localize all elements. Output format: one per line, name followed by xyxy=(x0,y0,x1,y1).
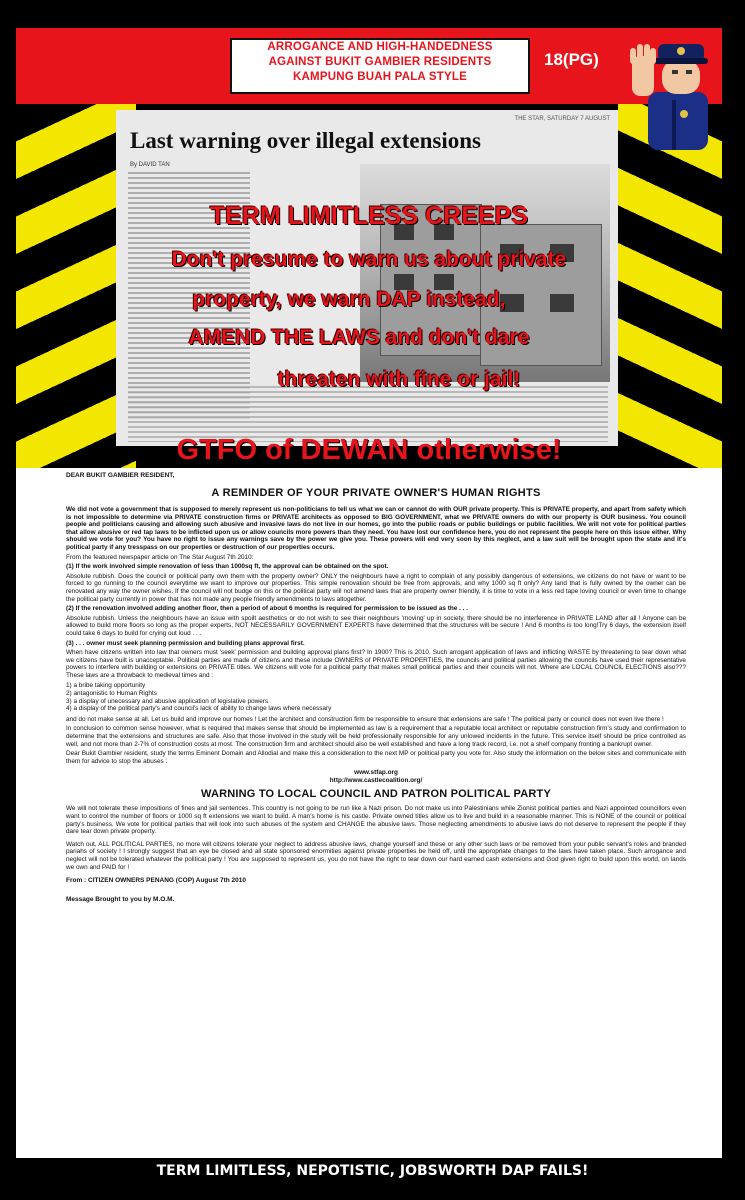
medieval-list xyxy=(66,682,686,712)
from-line: From : CITIZEN OWNERS PENANG (COP) August 7th 2010 xyxy=(66,877,246,885)
list-item: 1) a bribe taking opportunity xyxy=(66,682,146,690)
banner-line-2: AGAINST BUKIT GAMBIER RESIDENTS xyxy=(268,56,492,68)
hazard-stripes-right xyxy=(618,104,722,468)
gtfo-headline: GTFO of DEWAN otherwise! xyxy=(176,434,562,466)
question-2: (2) If the renovation involved adding another floor, then a period of about 6 months is required for permission to be issued as the . . . xyxy=(66,605,468,613)
warning-paragraph-2: Watch out, ALL POLITICAL PARTIES, no more will citizens tolerate your neglect to address abusive laws, change yourself and these or any other such laws or be removed from your public servant's roles and branded pariahs of society ! I strongly suggest that an eye be closed and all state sponsored enormities against private properties be held off, until the appropriate changes to the laws have taken place. Such arrogance and neglect will not be tolerated whatever the political party ! You are supposed to represent us, you do not have the right to tear down our hard earned cash extensions and God given right to build upon this world, on lands we own and PAID for ! xyxy=(66,840,686,871)
question-1: (1) If the work involved simple renovation of less than 1000sq ft, the approval can be obtained on the spot. xyxy=(66,563,389,571)
overlay-title: TERM LIMITLESS CREEPS xyxy=(209,202,529,230)
police-officer-icon xyxy=(628,30,718,150)
banner-line-1: ARROGANCE AND HIGH-HANDEDNESS xyxy=(267,41,493,53)
conclusion-paragraph: In conclusion to common sense however, what is required that makes sense that should be implemented as law is a requirement that a reputable local architect or reputable construction firm's study and confirmation to determine that the extensions and structures are safe. Also that those involved in the study will be held professionally responsible for any unlowed incidents in the future. This service itself should be price controlled as well, and not more than 2-7% of construction costs at most. The construction firm and architect should also be well established and have a long track record, i.e. not a shelf company fronting a bankrupt owner. xyxy=(66,725,686,748)
clipping-meta: THE STAR, SATURDAY 7 AUGUST xyxy=(514,116,610,122)
overlay-line-3: AMEND THE LAWS and don't dare xyxy=(188,326,530,349)
after-list-paragraph: and do not make sense at all. Let us build and improve our homes ! Let the architect and construction firm be responsible to ensure that extensions are safe ! The political party or council does not even live there ! xyxy=(66,715,664,723)
list-item: 4) a display of the political party's and council's lack of ability to change laws where necessary xyxy=(66,705,332,713)
hazard-stripe-area xyxy=(16,104,722,468)
footer-caption: TERM LIMITLESS, NEPOTISTIC, JOBSWORTH DAP FAILS! xyxy=(156,1163,589,1179)
message-credit: Message Brought to you by M.O.M. xyxy=(66,896,175,904)
overlay-line-1: Don't presume to warn us about private xyxy=(171,248,567,271)
source-line: From the featured newspaper article on The Star August 7th 2010: xyxy=(66,553,254,561)
reference-link[interactable]: www.stfap.org xyxy=(354,769,398,777)
banner-line-3: KAMPUNG BUAH PALA STYLE xyxy=(293,71,467,83)
intro-paragraph: We did not vote a government that is supposed to merely represent us non-politicians to tell us what we can or cannot do with OUR private property. This is PRIVATE property, and apart from safety which is not impossible to determine via PRIVATE construction firms or PRIVATE architects as opposed to BIG GOVERNMENT, what we PRIVATE owners do with our property is OUR business. You council people and politicians causing and allowing such abusive and invasive laws do not live in our homes, go into the public roads or public buildings or public facilities. We will not vote for political parties that allow abusive or red tap laws to be inflicted upon us or allow councils more powers than they need. You have lost our confidence here, you do not represent the people here on this issue either. Why should we vote for you? You have no right to issue any warnings save by the power we give you. These powers will end very soon by this neglect, and a law suit will be brought upon the state and it's political party if any tresspass on our properties or destruction of our properties occurs. xyxy=(66,506,686,551)
letter-body xyxy=(66,472,686,903)
clipping-byline: By DAVID TAN xyxy=(130,162,170,168)
clipping-headline: Last warning over illegal extensions xyxy=(130,128,481,153)
answer-3: When have citizens written into law that owners must 'seek' permission and building approval plans first? In 1900? This is 2010. Such arrogant application of laws and inflicting WASTE by threatening to tear down what we citizens have built is unacceptable. Political parties are made of citizens and these include OWNERS of PRIVATE PROPERTIES, the councils and political parties allowing the councils have used their representative powers to interfere with building or extensions on PRIVATE titles. We citizens will vote for a political party that makes small political parties and their councils will not. Where are LOCAL COUNCIL ELECTIONS also??? These laws are a throwback to medieval times and : xyxy=(66,649,686,679)
answer-1: Absolute rubbish. Does the council or political party own them with the property owner? ONLY the neighbours have a right to complain of any possibly dangerous of extensions, we citizens do not have or want to be forced to go running to the council everytime we want to improve our properties. This simple renovation should be free from approvals, and why 1000 sq ft only? Any land that is fully owned by the owner can be renovated any way the owner wishes. If the council will not budge on this or the political party will not amend laws that are property owner friendly, it is time to vote in a less red tape loving council or even time to change the political party currently in power that has not made any people friendly amendments to laws altogether. xyxy=(66,572,686,603)
poster-frame xyxy=(16,28,722,1158)
newspaper-clipping xyxy=(116,110,618,446)
overlay-line-2: property, we warn DAP instead, xyxy=(192,288,506,311)
reference-link[interactable]: http://www.castlecoalition.org/ xyxy=(329,777,423,785)
top-banner xyxy=(16,28,722,104)
heading-human-rights: A REMINDER OF YOUR PRIVATE OWNER'S HUMAN RIGHTS xyxy=(211,487,541,499)
rating-label: 18(PG) xyxy=(544,50,599,69)
question-3: (3) . . . owner must seek planning permission and building plans approval first. xyxy=(66,639,305,647)
salutation: DEAR BUKIT GAMBIER RESIDENT, xyxy=(66,472,175,479)
heading-warning: WARNING TO LOCAL COUNCIL AND PATRON POLITICAL PARTY xyxy=(201,788,551,801)
list-item: 2) antagonistic to Human Rights xyxy=(66,690,157,698)
list-item: 3) a display of unecessary and abusive application of legislative powers xyxy=(66,697,269,705)
dear-resident-paragraph: Dear Bukit Gambier resident, study the terms Eminent Domain and Allodial and make this a consideration to the next MP or political party you vote for. Also study the information on the below sites and communicate with them for advice to stop the abuses : xyxy=(66,750,686,765)
warning-paragraph-1: We will not tolerate these impositions of fines and jail sentences. This country is not going to be run like a Nazi prison. Do not make us into Palestinians while Zionist political parties and Nazi appointed councillors even want to control the number of floors or 1000 sq ft extensions we want to build. A man's home is his castle. Private owned titles allow us to live and build in a reasonable manner. This is NONE of the council or political party's business. We vote for political parties that will look into such abuses of the system and CHANGE the abusive laws. Those neglecting amendments to abusive laws do not deserve to represent the people if they dare tear down private property. xyxy=(66,805,686,836)
banner-title-box xyxy=(230,38,530,94)
answer-2: Absolute rubbish. Unless the neighbours have an issue with spoilt aesthetics or do not wish to see their neighbours 'moving' up in society, there should be no interference in PRIVATE LAND after all ! Anyone can be allowed to build more floors so long as the proper experts, NOT NECESSARILY GOVERNMENT EXPERTS have determined that the structures will be secure ! And 6 months is too long!Try 6 days, the extension itself could take 6 days to build for crying out loud . . . xyxy=(66,614,686,637)
overlay-line-4: threaten with fine or jail! xyxy=(277,368,521,391)
reference-links xyxy=(66,769,686,785)
